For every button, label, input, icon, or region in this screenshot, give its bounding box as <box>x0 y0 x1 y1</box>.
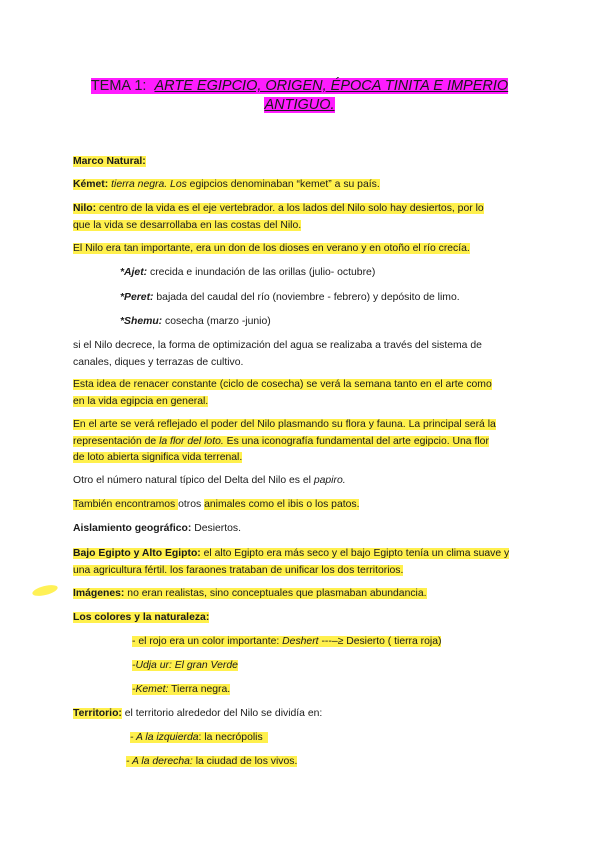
section-colores <box>73 610 209 627</box>
derecha-text: la ciudad de los vivos. <box>192 756 298 767</box>
renacer-line2: en la vida egipcia en general. <box>73 395 209 407</box>
section-marco-natural <box>73 154 146 171</box>
paragraph-papiro <box>73 473 346 490</box>
territorio-text: el territorio alrededor del Nilo se dividía en: <box>121 708 323 719</box>
reflejado-line2a: representación de <box>73 435 160 447</box>
item-rojo <box>132 634 441 651</box>
decrece-line2: canales, diques y terrazas de cultivo. <box>73 356 244 368</box>
marco-heading: Marco Natural: <box>73 156 146 167</box>
kemet2-text: Tierra negra. <box>168 684 231 695</box>
izquierda-text: : la necrópolis <box>198 732 263 743</box>
item-izquierda <box>130 730 268 747</box>
nilo-label: Nilo: <box>73 203 97 214</box>
ajet-label: *Ajet: <box>120 267 148 278</box>
paragraph-don <box>73 241 470 258</box>
udja-text: -Udja ur: El gran Verde <box>132 660 238 671</box>
highlighter-stroke <box>31 583 58 598</box>
kemet-text: egipcios denominaban “kemet” a su país. <box>186 179 380 190</box>
shemu-text: cosecha (marzo -junio) <box>162 316 271 327</box>
ajet-text: crecida e inundación de las orillas (julio- octubre) <box>147 267 376 278</box>
item-derecha <box>126 754 297 771</box>
kemet-italic: tierra negra. Los <box>111 179 187 190</box>
item-udja <box>132 658 238 675</box>
decrece-line1: si el Nilo decrece, la forma de optimización del agua se realizaba a través del sistema de <box>73 340 482 351</box>
nilo-line2: que la vida se desarrollaba en las costas del Nilo. <box>73 219 302 231</box>
imagenes-label: Imágenes: <box>73 588 125 599</box>
paragraph-decrece <box>73 338 482 371</box>
item-shemu <box>120 314 271 331</box>
papiro-italic: papiro. <box>313 475 346 486</box>
paragraph-nilo <box>73 201 484 234</box>
bajo-line2: una agricultura fértil. los faraones trataban de unificar los dos territorios. <box>73 564 404 576</box>
paragraph-kemet <box>73 177 380 194</box>
animales-a: También encontramos <box>73 499 179 510</box>
renacer-line1: Esta idea de renacer constante (ciclo de cosecha) se verá la semana tanto en el arte como <box>73 379 492 390</box>
izquierda-italic: - A la izquierda <box>130 732 199 743</box>
bajo-line1: el alto Egipto era más seco y el bajo Egipto tenía un clima suave y <box>200 548 510 559</box>
title-line2: ANTIGUO. <box>264 97 335 113</box>
paragraph-renacer <box>73 377 492 410</box>
nilo-line1: centro de la vida es el eje vertebrador. a los lados del Nilo solo hay desiertos, por lo <box>96 203 484 214</box>
item-peret <box>120 290 460 307</box>
aislamiento-text: Desiertos. <box>191 523 242 534</box>
don-text: El Nilo era tan importante, era un don de los dioses en verano y en otoño el río crecía. <box>73 243 470 254</box>
paragraph-reflejado <box>73 417 496 467</box>
paragraph-territorio <box>73 706 322 723</box>
animales-c: animales como el ibis o los patos. <box>204 499 360 510</box>
rojo-b: ---–≥ Desierto ( tierra roja) <box>318 636 442 647</box>
peret-text: bajada del caudal del río (noviembre - febrero) y depósito de limo. <box>153 292 460 303</box>
imagenes-text: no eran realistas, sino conceptuales que plasmaban abundancia. <box>124 588 427 599</box>
papiro-text: Otro el número natural típico del Delta del Nilo es el <box>73 475 314 486</box>
title-line1: ARTE EGIPCIO, ORIGEN, ÉPOCA TINITA E IMPERIO <box>154 78 509 94</box>
kemet-label: Kémet: <box>73 179 109 190</box>
paragraph-animales <box>73 497 359 514</box>
reflejado-italic: la flor del loto. <box>159 435 224 447</box>
derecha-italic: - A la derecha: <box>126 756 193 767</box>
reflejado-line2b: Es una iconografía fundamental del arte egipcio. Una flor <box>223 435 489 447</box>
colores-heading: Los colores y la naturaleza: <box>73 612 210 623</box>
reflejado-line1: En el arte se verá reflejado el poder del Nilo plasmando su flora y fauna. La principal será la <box>73 419 496 430</box>
aislamiento-label: Aislamiento geográfico: <box>73 523 192 534</box>
paragraph-bajo-alto-egipto <box>73 546 509 579</box>
item-ajet <box>120 265 375 282</box>
page-title <box>0 77 599 115</box>
item-kemet <box>132 682 230 699</box>
peret-label: *Peret: <box>120 292 154 303</box>
shemu-label: *Shemu: <box>120 316 163 327</box>
rojo-a: - el rojo era un color importante: <box>132 636 283 647</box>
rojo-italic: Deshert <box>282 636 319 647</box>
paragraph-aislamiento <box>73 521 241 538</box>
paragraph-imagenes <box>73 586 427 603</box>
reflejado-line3: de loto abierta significa vida terrenal. <box>73 452 243 463</box>
kemet2-italic: -Kemet: <box>132 684 169 695</box>
animales-b: otros <box>178 499 205 510</box>
title-head: TEMA 1: <box>90 78 147 94</box>
territorio-label: Territorio: <box>73 708 122 719</box>
bajo-label: Bajo Egipto y Alto Egipto: <box>73 548 201 559</box>
